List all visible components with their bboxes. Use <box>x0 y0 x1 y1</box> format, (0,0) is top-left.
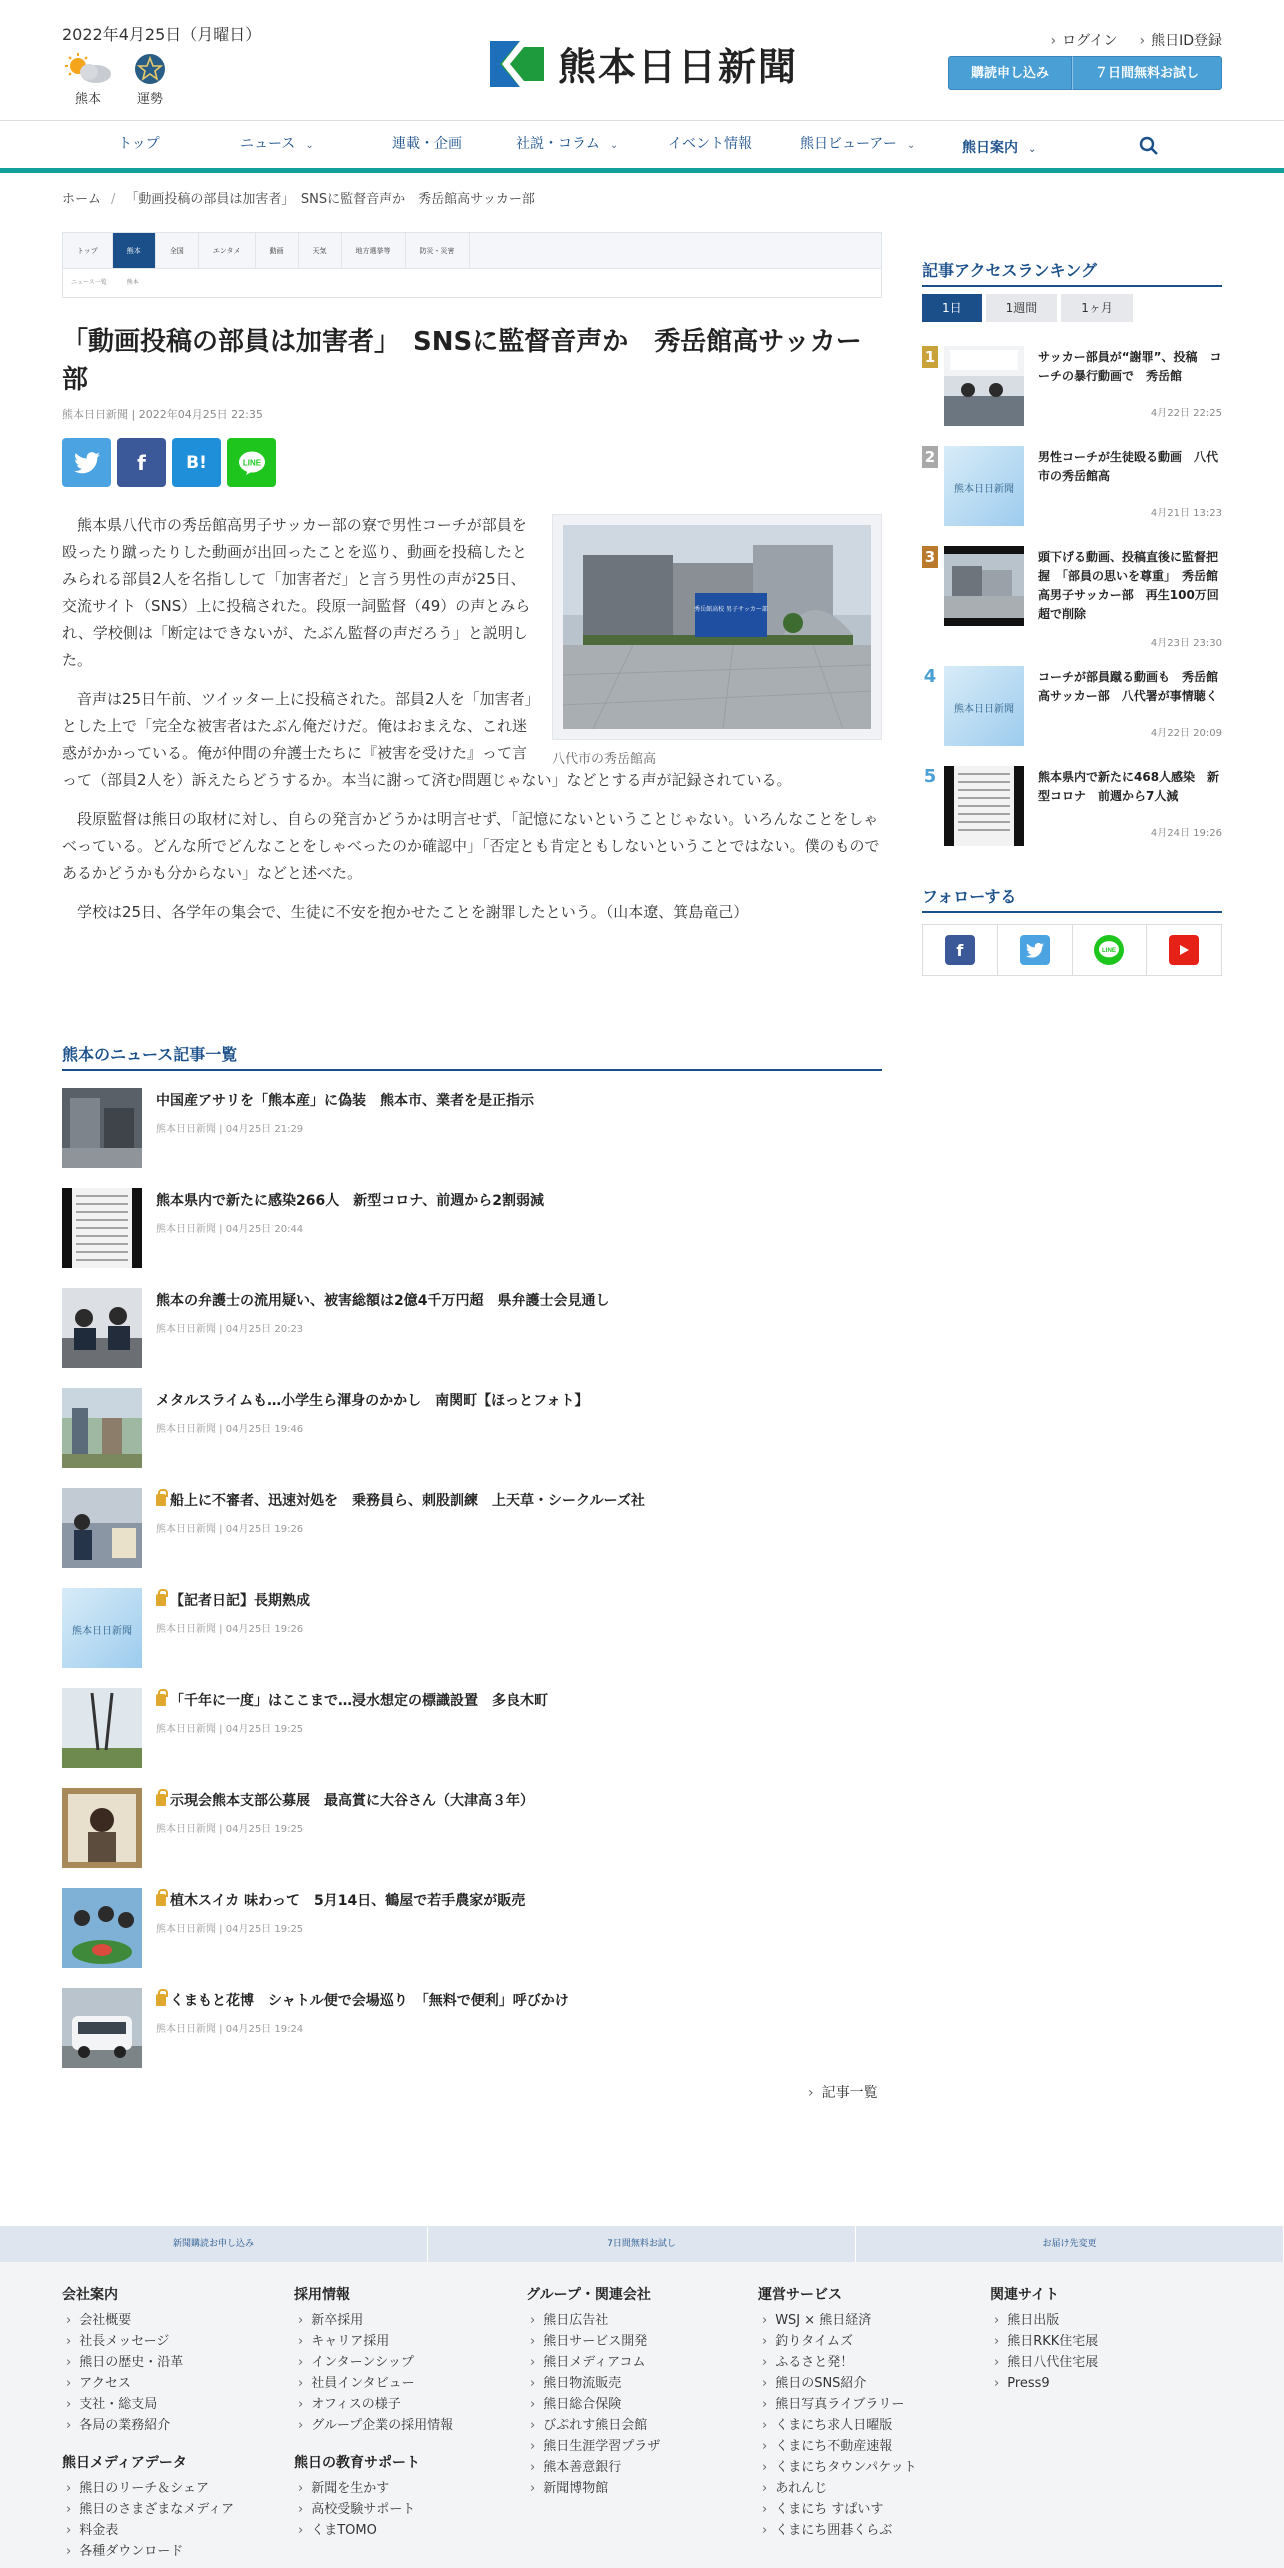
footer-link[interactable]: › 新聞を生かす <box>294 2478 420 2499</box>
nav-guide[interactable] <box>962 137 1036 157</box>
nav-series[interactable] <box>392 133 462 153</box>
minitab-sub[interactable]: 熊本 <box>126 279 139 286</box>
nav-label: ニュース <box>240 136 296 152</box>
nav-events[interactable] <box>668 133 752 153</box>
footer-link[interactable]: › 熊日生涯学習プラザ <box>526 2436 660 2457</box>
article-paragraph: 学校は25日、各学年の集会で、生徒に不安を抱かせたことを謝罪したという。（山本遼、箕島竜己） <box>77 903 749 921</box>
weather-widget[interactable] <box>62 52 114 107</box>
footer-link[interactable]: › 熊日広告社 <box>526 2310 660 2331</box>
news-thumbnail <box>62 1188 142 1268</box>
weather-label: 熊本 <box>74 92 101 107</box>
ranking-title[interactable]: 男性コーチが生徒殴る動画 八代市の秀岳館高 <box>1038 450 1219 483</box>
news-title-text: くまもと花博 シャトル便で会場巡り 「無料で便利」呼びかけ <box>170 1993 569 2009</box>
footer-link[interactable]: › あれんじ <box>758 2478 917 2499</box>
footer-link[interactable]: › 熊日サービス開発 <box>526 2331 660 2352</box>
news-meta: 熊本日日新聞 | 04月25日 21:29 <box>156 1124 304 1135</box>
footer-link[interactable]: › くまにちタウンパケット <box>758 2457 917 2478</box>
minitab[interactable]: 全国 <box>156 233 199 268</box>
lock-icon <box>156 1694 166 1706</box>
news-title-text: 植木スイカ 味わって 5月14日、鶴屋で若手農家が販売 <box>170 1893 526 1909</box>
nav-label: 熊日ビューアー <box>800 136 897 152</box>
ranking-title[interactable]: 頭下げる動画、投稿直後に監督把握 「部員の思いを尊重」 秀岳館高男子サッカー部 再生100万回超で削除 <box>1038 550 1219 621</box>
facebook-icon: f <box>945 935 975 965</box>
follow-heading: フォローする <box>922 884 1222 913</box>
footer-link[interactable]: › くまにち囲碁くらぶ <box>758 2520 917 2541</box>
ranking-item[interactable] <box>922 446 1222 546</box>
footer-link[interactable]: › Press9 <box>990 2373 1098 2394</box>
follow-buttons <box>922 924 1222 976</box>
footer-link[interactable]: › 社員インタビュー <box>294 2373 453 2394</box>
nav-label: 熊日案内 <box>962 140 1018 156</box>
news-title[interactable] <box>156 1490 645 1510</box>
news-title-text: 船上に不審者、迅速対処を 乗務員ら、刺股訓練 上天草・シークルーズ社 <box>170 1493 645 1509</box>
news-thumbnail <box>62 1788 142 1868</box>
minitab[interactable]: エンタメ <box>199 233 256 268</box>
news-title[interactable] <box>156 1590 310 1610</box>
nav-label: 社説・コラム <box>516 136 600 152</box>
article-paragraph: 熊本県八代市の秀岳館高男子サッカー部の寮で男性コーチが部員を殴ったり蹴ったりした動画が出回ったことを巡り、動画を投稿したとみられる部員2人を名指しして「加害者だ」と言う男性の声が25日、交流サイト（SNS）上に投稿された。段原一詞監督（49）の声とみられ、学校側は「断定はできないが、たぶん監督の声だろう」と説明した。 <box>62 516 531 669</box>
ranking-tab-day[interactable]: 1日 <box>922 294 982 322</box>
footer-link[interactable]: › 熊日のSNS紹介 <box>758 2373 917 2394</box>
lock-icon <box>156 1894 166 1906</box>
footer-link[interactable]: › キャリア採用 <box>294 2331 453 2352</box>
footer-link[interactable]: › 熊日出版 <box>990 2310 1098 2331</box>
rank-number: 1 <box>922 346 938 368</box>
ranking-date: 4月22日 20:09 <box>1150 728 1222 739</box>
minitab[interactable]: 防災・災害 <box>406 233 470 268</box>
news-title[interactable] <box>156 1690 548 1710</box>
follow-youtube-button[interactable] <box>1147 925 1221 975</box>
footer-column <box>990 2284 1098 2394</box>
footer-column <box>526 2284 660 2499</box>
list-item[interactable] <box>62 1288 882 1388</box>
chevron-down-icon: ⌄ <box>906 140 916 151</box>
ranking-date: 4月23日 23:30 <box>1150 638 1222 649</box>
footer-column-title: 関連サイト <box>990 2287 1060 2303</box>
nav-viewer[interactable] <box>800 133 915 153</box>
breadcrumb-home[interactable]: ホーム <box>62 192 102 207</box>
footer-link[interactable]: › くまにち不動産速報 <box>758 2436 917 2457</box>
news-thumbnail <box>62 1388 142 1468</box>
footer-link[interactable]: › 熊日八代住宅展 <box>990 2352 1098 2373</box>
footer-column <box>62 2452 234 2562</box>
main-nav <box>0 120 1284 170</box>
free-trial-button[interactable]: ７日間無料お試し <box>1072 56 1222 90</box>
ranking-title[interactable]: 熊本県内で新たに468人感染 新型コロナ 前週から7人減 <box>1038 770 1220 803</box>
nav-label: 連載・企画 <box>392 136 462 152</box>
ranking-tab-month[interactable]: 1ヶ月 <box>1061 294 1133 322</box>
footer-link[interactable]: › くまTOMO <box>294 2520 420 2541</box>
footer-link[interactable]: › 熊日の歴史・沿革 <box>62 2352 183 2373</box>
line-icon <box>1094 935 1124 965</box>
footer-column-title: 熊日メディアデータ <box>62 2455 187 2471</box>
news-title-text: 「千年に一度」はここまで…浸水想定の標識設置 多良木町 <box>170 1693 548 1709</box>
news-meta: 熊本日日新聞 | 04月25日 20:44 <box>156 1224 304 1235</box>
footer-link[interactable]: › びぷれす熊日会館 <box>526 2415 660 2436</box>
footer-column-title: 熊日の教育サポート <box>294 2455 420 2471</box>
login-link[interactable]: › ログイン <box>1051 30 1118 50</box>
footer-link[interactable]: › 熊本善意銀行 <box>526 2457 660 2478</box>
weather-fortune <box>62 52 168 107</box>
news-thumbnail <box>62 1288 142 1368</box>
footer-link[interactable]: › 釣りタイムズ <box>758 2331 917 2352</box>
placeholder-logo-text: 熊本日日新聞 <box>954 704 1014 715</box>
nav-editorial[interactable] <box>516 133 618 153</box>
article-paragraph: 音声は25日午前、ツイッター上に投稿された。部員2人を「加害者」とした上で「完全な被害者はたぶん俺だけだ。俺はおまえな、これ迷惑がかかっている。俺が仲間の弁護士たちに『被害を受けた』って言って（部員2人を）訴えたらどうするか。本当に謝って済む問題じゃない」などとする声が記録されている。 <box>62 690 792 789</box>
hatena-icon: B! <box>186 452 207 473</box>
rank-number: 2 <box>922 446 938 468</box>
list-item[interactable] <box>62 1688 882 1788</box>
twitter-share-button[interactable] <box>62 438 111 487</box>
footer-delivery-link[interactable]: お届け先変更 <box>856 2226 1284 2262</box>
footer-link[interactable]: › ふるさと発！ <box>758 2352 917 2373</box>
news-thumbnail <box>62 1088 142 1168</box>
facebook-icon: f <box>137 450 146 475</box>
news-title-text: 示現会熊本支部公募展 最高賞に大谷さん（大津高３年） <box>170 1793 534 1809</box>
list-item[interactable] <box>62 1988 882 2088</box>
minitab[interactable]: トップ <box>63 233 113 268</box>
minitab[interactable]: 天気 <box>299 233 342 268</box>
list-item[interactable] <box>62 1188 882 1288</box>
footer-link[interactable]: › 熊日メディアコム <box>526 2352 660 2373</box>
placeholder-logo-text: 熊本日日新聞 <box>954 484 1014 495</box>
ranking-title[interactable]: サッカー部員が“謝罪”、投稿 コーチの暴行動画で 秀岳館 <box>1038 350 1222 383</box>
news-thumbnail <box>62 1488 142 1568</box>
nav-accent-bar <box>0 168 1284 173</box>
footer-column-title: グループ・関連会社 <box>526 2287 651 2303</box>
header-date: 2022年4月25日（月曜日） <box>62 25 262 44</box>
register-link[interactable]: › 熊日ID登録 <box>1139 30 1222 50</box>
news-meta: 熊本日日新聞 | 04月25日 19:24 <box>156 2024 304 2035</box>
ranking-thumbnail-placeholder <box>944 666 1024 746</box>
news-thumbnail-placeholder <box>62 1588 142 1668</box>
nav-label: イベント情報 <box>668 136 752 152</box>
follow-facebook-button[interactable] <box>923 925 998 975</box>
article-paragraph: 段原監督は熊日の取材に対し、自らの発言かどうかは明言せず、「記憶にないということじゃない。いろんなことをしゃべっている。どんな所でどんなことをしゃべったのか確認中」「否定とも肯定ともしないということではない。僕のものであるかどうかも分からない」などと述べた。 <box>62 810 880 882</box>
footer-link[interactable]: › 社長メッセージ <box>62 2331 183 2352</box>
footer-link[interactable]: › オフィスの様子 <box>294 2394 453 2415</box>
footer-link[interactable]: › 新卒採用 <box>294 2310 453 2331</box>
footer-link[interactable]: › グループ企業の採用情報 <box>294 2415 453 2436</box>
news-thumbnail <box>62 1888 142 1968</box>
news-title[interactable] <box>156 1890 525 1910</box>
ranking-thumbnail <box>944 546 1024 626</box>
hatena-share-button[interactable] <box>172 438 221 487</box>
follow-line-button[interactable] <box>1073 925 1148 975</box>
minitab-active[interactable]: 熊本 <box>113 233 156 268</box>
footer-link[interactable]: › 各種ダウンロード <box>62 2541 234 2562</box>
news-title[interactable]: メタルスライムも…小学生ら渾身のかかし 南関町【ほっとフォト】 <box>156 1393 589 1409</box>
news-title[interactable] <box>156 1990 569 2010</box>
lock-icon <box>156 1494 166 1506</box>
list-item[interactable] <box>62 1888 882 1988</box>
chevron-down-icon: ⌄ <box>609 140 619 151</box>
footer-column-title: 採用情報 <box>294 2287 350 2303</box>
star-circle-icon <box>132 52 168 86</box>
ranking-thumbnail <box>944 346 1024 426</box>
news-title[interactable] <box>156 1790 534 1810</box>
footer-link[interactable]: › 熊日のさまざまなメディア <box>62 2499 234 2520</box>
news-meta: 熊本日日新聞 | 04月25日 19:25 <box>156 1924 304 1935</box>
footer-column-title: 運営サービス <box>758 2287 842 2303</box>
footer-column <box>294 2452 420 2541</box>
follow-twitter-button[interactable] <box>998 925 1073 975</box>
nav-label: トップ <box>118 136 160 152</box>
logo-text: 熊本日日新聞 <box>558 44 799 89</box>
ranking-item[interactable] <box>922 346 1222 446</box>
breadcrumb-current: 「動画投稿の部員は加害者」 SNSに監督音声か 秀岳館高サッカー部 <box>125 192 535 207</box>
rank-number: 5 <box>923 766 937 787</box>
youtube-icon <box>1169 935 1199 965</box>
article-title: 「動画投稿の部員は加害者」 SNSに監督音声か 秀岳館高サッカー部 <box>62 327 862 395</box>
ranking-item[interactable] <box>922 766 1222 866</box>
ranking-thumbnail-placeholder <box>944 446 1024 526</box>
news-list <box>62 1088 882 2088</box>
site-footer <box>0 2262 1284 2568</box>
footer-subscribe-link[interactable]: 新聞購読お申し込み <box>0 2226 428 2262</box>
article-meta: 熊本日日新聞 | 2022年04月25日 22:35 <box>62 408 263 421</box>
news-title[interactable]: 熊本県内で新たに感染266人 新型コロナ、前週から2割弱減 <box>156 1193 544 1209</box>
news-meta: 熊本日日新聞 | 04月25日 20:23 <box>156 1324 304 1335</box>
list-item[interactable] <box>62 1588 882 1688</box>
news-title[interactable]: 熊本の弁護士の流用疑い、被害総額は2億4千万円超 県弁護士会見通し <box>156 1293 610 1309</box>
twitter-icon <box>1020 935 1050 965</box>
footer-column <box>758 2284 917 2541</box>
footer-link[interactable]: › 熊日のリーチ＆シェア <box>62 2478 234 2499</box>
search-icon[interactable] <box>1138 135 1160 157</box>
news-meta: 熊本日日新聞 | 04月25日 19:26 <box>156 1624 304 1635</box>
footer-link[interactable]: › 会社概要 <box>62 2310 183 2331</box>
footer-link[interactable]: › 熊日RKK住宅展 <box>990 2331 1098 2352</box>
placeholder-logo-text: 熊本日日新聞 <box>72 1626 132 1637</box>
footer-column-title: 会社案内 <box>62 2287 118 2303</box>
list-item[interactable] <box>62 1388 882 1488</box>
footer-link[interactable]: › 熊日写真ライブラリー <box>758 2394 917 2415</box>
section-minitabs <box>62 232 882 298</box>
line-share-button[interactable] <box>227 438 276 487</box>
share-buttons <box>62 438 276 487</box>
ranking-date: 4月21日 13:23 <box>1150 508 1222 519</box>
news-list-heading: 熊本のニュース記事一覧 <box>62 1042 882 1071</box>
news-thumbnail <box>62 1688 142 1768</box>
logo-mark-icon <box>490 41 546 87</box>
photo-caption: 八代市の秀岳館高 <box>552 752 657 767</box>
ranking-date: 4月24日 19:26 <box>1150 828 1222 839</box>
chevron-down-icon: ⌄ <box>305 140 314 151</box>
ranking-item[interactable] <box>922 546 1222 649</box>
photo-sign-text: 秀岳館高校 男子サッカー部 <box>694 606 768 613</box>
twitter-icon <box>74 452 100 474</box>
footer-link[interactable]: › アクセス <box>62 2373 183 2394</box>
fortune-label: 運勢 <box>136 92 163 107</box>
breadcrumb: ホーム / 「動画投稿の部員は加害者」 SNSに監督音声か 秀岳館高サッカー部 <box>62 192 535 207</box>
list-item[interactable] <box>62 1788 882 1888</box>
sun-cloud-icon <box>62 52 114 86</box>
footer-column <box>294 2284 453 2436</box>
svg-text:LINE: LINE <box>242 458 261 467</box>
ranking-heading: 記事アクセスランキング <box>922 258 1222 287</box>
news-title[interactable]: 中国産アサリを「熊本産」に偽装 熊本市、業者を是正指示 <box>156 1093 534 1109</box>
footer-cta-band <box>0 2226 1284 2262</box>
fortune-widget[interactable] <box>132 52 168 107</box>
news-meta: 熊本日日新聞 | 04月25日 19:46 <box>156 1424 304 1435</box>
list-item[interactable] <box>62 1088 882 1188</box>
lock-icon <box>156 1594 166 1606</box>
minitab[interactable]: 動画 <box>256 233 299 268</box>
news-title-text: 【記者日記】長期熟成 <box>170 1593 310 1609</box>
subscribe-button[interactable]: 購読申し込み <box>948 56 1072 90</box>
list-item[interactable] <box>62 1488 882 1588</box>
footer-link[interactable]: › 料金表 <box>62 2520 234 2541</box>
chevron-down-icon: ⌄ <box>1028 144 1037 155</box>
footer-link[interactable]: › 熊日物流販売 <box>526 2373 660 2394</box>
lock-icon <box>156 1994 166 2006</box>
ranking-tab-week[interactable]: 1週間 <box>986 294 1058 322</box>
nav-news[interactable] <box>240 133 314 153</box>
top-links <box>1051 30 1222 50</box>
footer-link[interactable]: › 高校受験サポート <box>294 2499 420 2520</box>
nav-top[interactable] <box>118 133 160 153</box>
news-meta: 熊本日日新聞 | 04月25日 19:25 <box>156 1824 304 1835</box>
footer-column <box>62 2284 183 2436</box>
minitab[interactable]: 地方選挙等 <box>342 233 406 268</box>
footer-link[interactable]: › 熊日総合保険 <box>526 2394 660 2415</box>
news-meta: 熊本日日新聞 | 04月25日 19:25 <box>156 1724 304 1735</box>
footer-link[interactable]: › 各局の業務紹介 <box>62 2415 183 2436</box>
footer-link[interactable]: › 支社・総支局 <box>62 2394 183 2415</box>
cta-buttons <box>948 56 1222 90</box>
svg-text:LINE: LINE <box>1102 946 1117 954</box>
more-articles-link[interactable]: › 記事一覧 <box>808 2082 878 2102</box>
site-logo[interactable] <box>490 36 798 91</box>
rank-number: 4 <box>923 666 937 687</box>
footer-link[interactable]: › くまにち求人日曜版 <box>758 2415 917 2436</box>
news-thumbnail <box>62 1988 142 2068</box>
article-body <box>62 512 882 938</box>
ranking-title[interactable]: コーチが部員蹴る動画も 秀岳館高サッカー部 八代署が事情聴く <box>1038 670 1219 703</box>
line-icon <box>237 450 267 476</box>
footer-link[interactable]: › インターンシップ <box>294 2352 453 2373</box>
footer-trial-link[interactable]: 7日間無料お試し <box>428 2226 856 2262</box>
lock-icon <box>156 1794 166 1806</box>
news-meta: 熊本日日新聞 | 04月25日 19:26 <box>156 1524 304 1535</box>
minitab-sub[interactable]: ニュース一覧 <box>71 279 107 286</box>
facebook-share-button[interactable] <box>117 438 166 487</box>
ranking-item[interactable] <box>922 666 1222 766</box>
footer-link[interactable]: › WSJ × 熊日経済 <box>758 2310 917 2331</box>
footer-link[interactable]: › 新聞博物館 <box>526 2478 660 2499</box>
ranking-date: 4月22日 22:25 <box>1150 408 1222 419</box>
footer-link[interactable]: › くまにち すぱいす <box>758 2499 917 2520</box>
ranking-tabs <box>922 294 1133 322</box>
ranking-thumbnail <box>944 766 1024 846</box>
rank-number: 3 <box>922 546 938 568</box>
